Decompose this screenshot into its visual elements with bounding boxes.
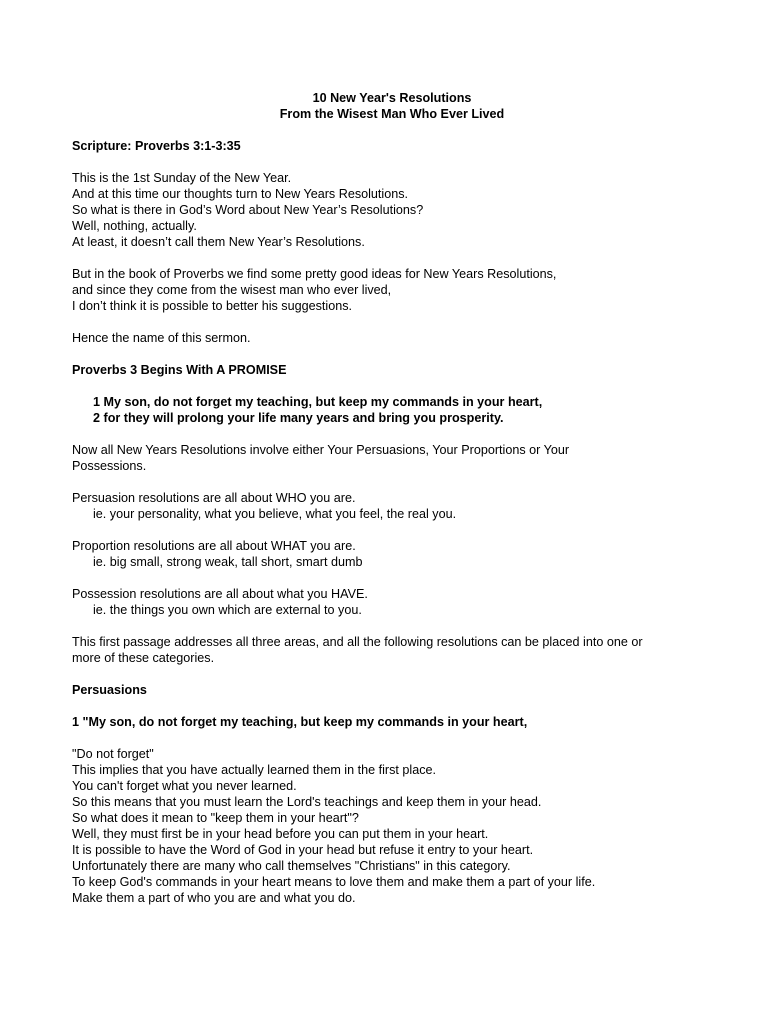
verses-block bbox=[72, 394, 712, 426]
commentary-line: "Do not forget" bbox=[72, 747, 154, 761]
commentary-line: Unfortunately there are many who call themselves "Christians" in this category. bbox=[72, 859, 511, 873]
proportion-line: Proportion resolutions are all about WHAT you are. bbox=[72, 539, 356, 553]
proverbs-line: I don’t think it is possible to better his suggestions. bbox=[72, 299, 353, 313]
intro-paragraph bbox=[72, 170, 712, 250]
first-passage-paragraph bbox=[72, 634, 712, 666]
first-passage-line: This first passage addresses all three areas, and all the following resolutions can be placed into one or bbox=[72, 635, 643, 649]
verse-line: 1 My son, do not forget my teaching, but keep my commands in your heart, bbox=[93, 395, 543, 409]
verse-line: 2 for they will prolong your life many years and bring you prosperity. bbox=[93, 411, 504, 425]
do-not-forget-paragraph bbox=[72, 746, 712, 906]
resolutions-paragraph bbox=[72, 442, 712, 474]
scripture-heading: Scripture: Proverbs 3:1-3:35 bbox=[72, 139, 241, 153]
first-passage-line: more of these categories. bbox=[72, 651, 215, 665]
proverbs-line: and since they come from the wisest man who ever lived, bbox=[72, 283, 392, 297]
intro-line: Well, nothing, actually. bbox=[72, 219, 197, 233]
intro-line: At least, it doesn’t call them New Year’s Resolutions. bbox=[72, 235, 365, 249]
proportion-example: ie. big small, strong weak, tall short, smart dumb bbox=[93, 555, 363, 569]
proverbs-paragraph bbox=[72, 266, 712, 314]
proportion-paragraph bbox=[72, 538, 712, 570]
title-line-1: 10 New Year's Resolutions bbox=[312, 91, 472, 105]
hence-paragraph: Hence the name of this sermon. bbox=[72, 331, 251, 345]
possession-line: Possession resolutions are all about what you HAVE. bbox=[72, 587, 368, 601]
intro-line: And at this time our thoughts turn to New Years Resolutions. bbox=[72, 187, 409, 201]
document-title bbox=[72, 90, 712, 122]
intro-line: This is the 1st Sunday of the New Year. bbox=[72, 171, 292, 185]
commentary-line: You can't forget what you never learned. bbox=[72, 779, 297, 793]
resolutions-line: Now all New Years Resolutions involve either Your Persuasions, Your Proportions or Your bbox=[72, 443, 570, 457]
possession-paragraph bbox=[72, 586, 712, 618]
proverbs-line: But in the book of Proverbs we find some pretty good ideas for New Years Resolutions, bbox=[72, 267, 557, 281]
commentary-line: To keep God's commands in your heart means to love them and make them a part of your life. bbox=[72, 875, 596, 889]
commentary-line: It is possible to have the Word of God in your head but refuse it entry to your heart. bbox=[72, 843, 534, 857]
resolutions-line: Possessions. bbox=[72, 459, 147, 473]
possession-example: ie. the things you own which are external to you. bbox=[93, 603, 362, 617]
persuasion-example: ie. your personality, what you believe, what you feel, the real you. bbox=[93, 507, 457, 521]
commentary-line: This implies that you have actually learned them in the first place. bbox=[72, 763, 437, 777]
title-line-2: From the Wisest Man Who Ever Lived bbox=[279, 107, 505, 121]
commentary-line: Well, they must first be in your head before you can put them in your heart. bbox=[72, 827, 489, 841]
persuasions-heading: Persuasions bbox=[72, 683, 147, 697]
commentary-line: So what does it mean to "keep them in your heart"? bbox=[72, 811, 359, 825]
sermon-body bbox=[72, 90, 712, 922]
intro-line: So what is there in God’s Word about New Year’s Resolutions? bbox=[72, 203, 424, 217]
verse-quote: 1 "My son, do not forget my teaching, but keep my commands in your heart, bbox=[72, 715, 528, 729]
commentary-line: Make them a part of who you are and what you do. bbox=[72, 891, 356, 905]
persuasion-paragraph bbox=[72, 490, 712, 522]
commentary-line: So this means that you must learn the Lord's teachings and keep them in your head. bbox=[72, 795, 542, 809]
persuasion-line: Persuasion resolutions are all about WHO you are. bbox=[72, 491, 356, 505]
promise-heading: Proverbs 3 Begins With A PROMISE bbox=[72, 363, 287, 377]
